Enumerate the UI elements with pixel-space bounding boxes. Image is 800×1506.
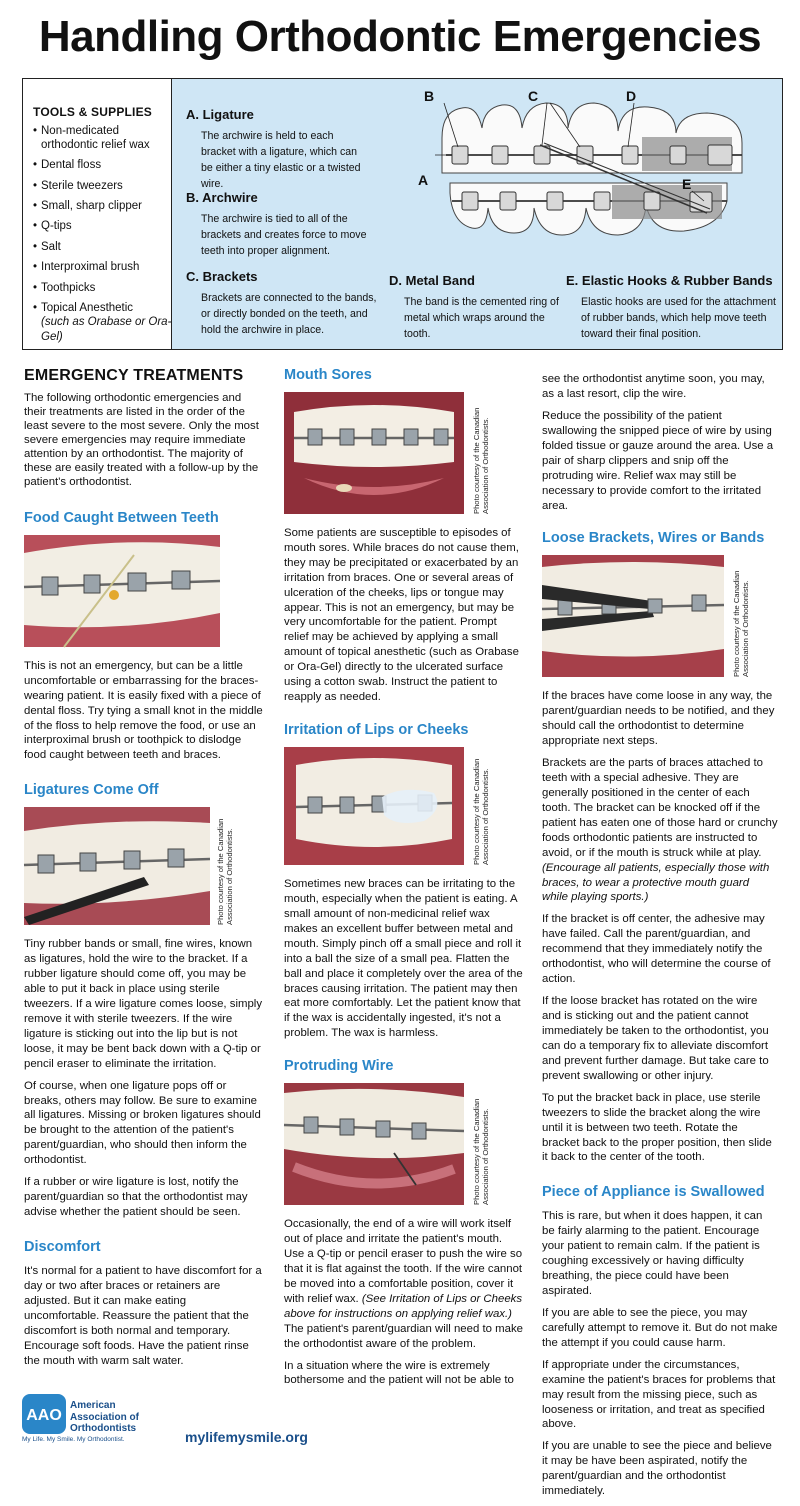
swallowed-text-4: If you are unable to see the piece and believe it may be have been aspirated, notify the parent/guardian and the orthodontist immediately. [542,1440,772,1498]
loose-text-1: If the braces have come loose in any way, the parent/guardian needs to be notified, and they should call the orthodontist to determine appropriate next steps. [542,690,775,748]
mouth-sores-title: Mouth Sores [284,367,372,383]
aao-logo-icon [22,1394,66,1434]
list-item: • Small, sharp clipper [33,199,173,213]
protruding-wire-image [284,1083,464,1205]
anesthetic-note: (such as Orabase or Ora-Gel) [41,316,172,343]
diagram-label-a: A [418,172,429,188]
list-item: • Salt [33,240,173,254]
part-ligature [186,107,371,192]
website-link[interactable]: mylifemysmile.org [185,1429,308,1445]
list-item: • Non-medicated orthodontic relief wax [33,124,173,153]
list-item: • Dental floss [33,158,173,172]
tagline: My Life. My Smile. My Orthodontist. [22,1436,125,1443]
ligatures-photo [24,807,264,925]
part-text: The archwire is held to each bracket with a ligature, which can be either a tiny elastic or a twisted wire. [201,129,361,190]
discomfort-text: It's normal for a patient to have discomfort for a day or two after braces or retainers are adjusted. But it can make eating uncomfortable. Reassure the patient that the discomfort is both normal and temporary. Encourage soft foods. Have the patient rinse the mouth with warm salt water. [24,1264,262,1367]
food-image [24,535,220,647]
protruding-wire-title: Protruding Wire [284,1058,394,1075]
mouth-sores-text: Some patients are susceptible to episodes of mouth sores. While braces do not cause them, they may be precipitated or exacerbated by an irritation from braces. One or several areas of ulceration of the cheeks, lips or tongue may appear. This is not an emergency, but may be very uncomfortable for the patient. Prompt relief may be achieved by applying a small amount of topical anesthetic (such as Orabase or Ora-Gel) directly to the ulcerated surface using a cotton swab. Instruct the patient to reapply as needed. [284,526,519,704]
swallowed-text-3: If appropriate under the circumstances, examine the patient's braces for problems that may result from the missing piece, such as looseness or irritation, and treat as specified above. [542,1358,776,1431]
photo-credit: Photo courtesy of the Canadian Association of Orthodontists. [472,1098,491,1206]
ligatures-text-1: Tiny rubber bands or small, fine wires, known as ligatures, hold the wire to the bracket. If a rubber ligature should come off, you may be able to put it back in place using sterile tweezers. If a wire ligature comes loose, simply remove it with sterile tweezers. If the wire ligature is sticking out into the lip but is not loose, it may be bent back down with a Q-tip or pencil eraser to eliminate the irritation. [24,938,263,1070]
photo-credit: Photo courtesy of the Canadian Association of Orthodontists. [472,407,491,514]
diagram-label-d: D [626,88,637,104]
wire-text-a: Occasionally, the end of a wire will work itself out of place and irritate the patient's mouth. Use a Q-tip or pencil eraser to push the wire so that it is flat against the tooth. If the wire cannot be moved into a comfortable position, cover it with relief wax. [284,1218,523,1305]
part-text: Brackets are connected to the bands, or directly bonded on the teeth, and hold the archwire in place. [201,291,377,336]
mouth-sores-photo [284,392,524,514]
mouth-sores-image [284,392,464,514]
diagram-label-e: E [682,176,692,192]
list-item [33,301,173,344]
loose-brackets-photo [542,555,778,677]
wire-text-b: (See Irritation of Lips or Cheeks above for instructions on applying relief wax.) [284,1292,523,1320]
loose-text-2 [542,756,778,905]
list-item: • Interproximal brush [33,260,173,274]
part-brackets [186,269,386,339]
discomfort-title: Discomfort [24,1239,101,1256]
page-title: Handling Orthodontic Emergencies [38,12,762,61]
part-archwire [186,190,371,260]
org-line: American [70,1400,116,1411]
food-photo [24,535,220,647]
irritation-image [284,747,464,865]
list-item: • Toothpicks [33,281,173,295]
wire-continued-1: see the orthodontist anytime soon, you may, as a last resort, clip the wire. [542,373,765,400]
org-name [70,1400,139,1435]
irritation-title: Irritation of Lips or Cheeks [284,722,469,739]
loose-text-2b: (Encourage all patients, especially those with braces, to wear a protective mouth guard while playing sports.) [542,861,770,904]
loose-brackets-image [542,555,724,677]
part-title: B. Archwire [186,190,258,205]
anatomy-panel [22,78,783,350]
protruding-wire-text-1 [284,1217,524,1351]
part-title: D. Metal Band [389,273,475,288]
swallowed-text-2: If you are able to see the piece, you may carefully attempt to remove it. But do not make the attempt if you could cause harm. [542,1306,778,1349]
diagram-label-c: C [528,88,539,104]
food-title: Food Caught Between Teeth [24,509,219,526]
photo-credit: Photo courtesy of the Canadian Association of Orthodontists. [472,758,491,865]
photo-credit: Photo courtesy of the Canadian Association of Orthodontists. [216,818,235,926]
org-line: Association of [70,1411,139,1423]
column-2 [284,366,524,1395]
diagram-label-b: B [424,88,435,104]
loose-text-5: To put the bracket back in place, use sterile tweezers to slide the bracket along the wire until it is between two teeth. Rotate the bracket back to the proper position, then slide it back to the center of the tooth. [542,1091,772,1164]
part-metal-band [389,273,559,343]
food-text: This is not an emergency, but can be a little uncomfortable or embarrassing for the braces-wearing patient. It is easily fixed with a piece of dental floss. Try tying a small knot in the middle of the floss to help remove the food, or use an interproximal brush or toothpick to dislodge food caught between teeth and braces. [24,659,263,762]
intro-text: The following orthodontic emergencies and their treatments are listed in the order of the least severe to the most severe. Only the most severe emergencies may require immediate attention by an orthodontist. The majority of these are easily treated with a follow-up by the patient's orthodontist. [24,391,259,488]
column-1 [24,366,264,1375]
wire-text-c: The patient's parent/guardian will need to make the orthodontist aware of the problem. [284,1322,523,1350]
loose-brackets-title: Loose Brackets, Wires or Bands [542,530,765,547]
part-title: A. Ligature [186,107,254,122]
irritation-text: Sometimes new braces can be irritating to the mouth, especially when the patient is eating. A small amount of non-medicinal relief wax makes an excellent buffer between metal and mouth. Simply pinch off a small piece and roll it into a ball the size of a small pea. Flatten the ball and place it completely over the area of the braces causing irritation. The patient may then eat more comfortably. Let the patient know that if the wax is accidentally ingested, it's not a problem. The wax is harmless. [284,877,523,1040]
tools-heading: TOOLS & SUPPLIES [33,105,152,119]
swallowed-title: Piece of Appliance is Swallowed [542,1184,765,1201]
braces-diagram [422,83,762,263]
org-line: Orthodontists [70,1423,137,1434]
part-elastic-hooks [566,273,781,343]
tools-supplies [33,105,173,350]
anesthetic-label: Topical Anesthetic [41,301,134,314]
braces-diagram-panel [171,79,782,349]
swallowed-text-1: This is rare, but when it does happen, it can be fairly alarming to the patient. Encourage your patient to remain calm. If the patient is coughing excessively or having difficulty breathing, the piece could have been aspirated. [542,1210,763,1297]
protruding-wire-text-2: In a situation where the wire is extremely bothersome and the patient will not be able to [284,1359,514,1387]
section-heading: EMERGENCY TREATMENTS [24,367,244,384]
wire-continued-2: Reduce the possibility of the patient swallowing the snipped piece of wire by using folded tissue or gauze around the area. Use a pair of sharp clippers and snip off the protruding wire. Relief wax may still be necessary to provide comfort to the irritated area. [542,409,774,512]
list-item: • Q-tips [33,219,173,233]
part-title: E. Elastic Hooks & Rubber Bands [566,273,773,288]
column-3 [542,372,778,1506]
loose-text-4: If the loose bracket has rotated on the wire and is sticking out and the patient cannot immediately be taken to the orthodontist, you can do a temporary fix to alleviate discomfort and prevent further damage. But take care to prevent swallowing or other injury. [542,995,769,1082]
ligatures-title: Ligatures Come Off [24,782,159,799]
ligatures-text-3: If a rubber or wire ligature is lost, notify the parent/guardian so that the orthodontist may advise whether the patient should be seen. [24,1176,248,1219]
part-text: Elastic hooks are used for the attachment of rubber bands, which help move teeth toward their final position. [581,295,776,340]
tools-list [33,124,173,345]
photo-credit: Photo courtesy of the Canadian Association of Orthodontists. [732,570,751,678]
ligatures-image [24,807,210,925]
logo-text: AAO [26,1407,62,1424]
ligatures-text-2: Of course, when one ligature pops off or breaks, others may follow. Be sure to examine all ligatures. Missing or broken ligatures should be brought to the attention of the patient's parent/guardian, who should then inform the orthodontist. [24,1079,261,1167]
protruding-wire-photo [284,1083,524,1205]
irritation-photo [284,747,524,865]
part-title: C. Brackets [186,269,258,284]
part-text: The archwire is tied to all of the brackets and creates force to move teeth into proper alignment. [201,212,367,257]
loose-text-3: If the bracket is off center, the adhesive may have failed. Call the parent/guardian, and recommend that they immediately notify the orthodontist, who will determine the course of action. [542,913,771,986]
list-item: • Sterile tweezers [33,179,173,193]
loose-text-2a: Brackets are the parts of braces attached to teeth with a special adhesive. They are generally positioned in the center of each tooth. The bracket can be knocked off if the patient has eaten one of those hard or crunchy foods orthodontic patients are instructed to avoid, or if the mouth is struck while at play. [542,757,778,859]
part-text: The band is the cemented ring of metal which wraps around the tooth. [404,295,559,340]
